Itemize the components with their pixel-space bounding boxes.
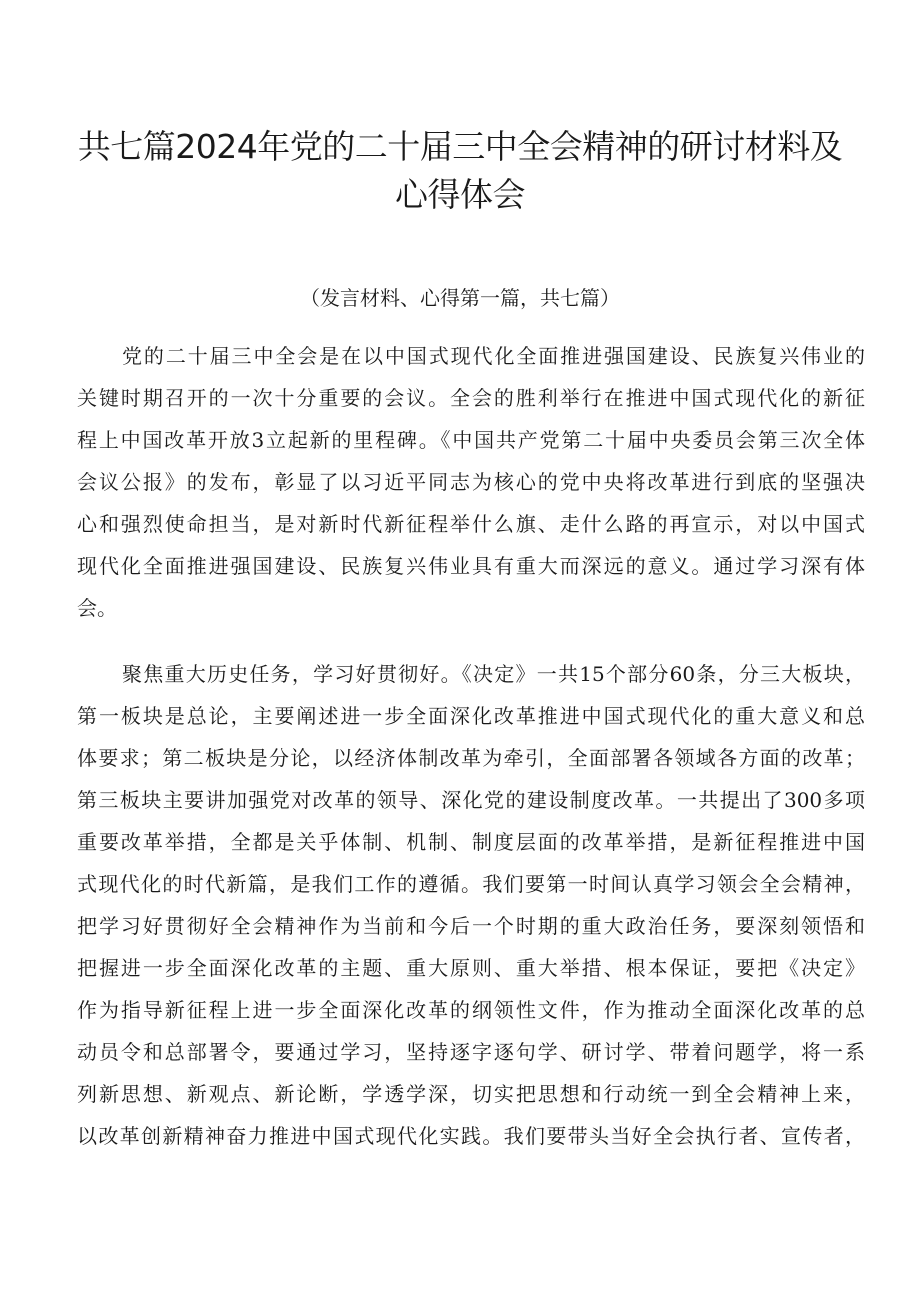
- document-title-line-1: 共七篇2024年党的二十届三中全会精神的研讨材料及: [77, 127, 843, 166]
- paragraph-line: 第三板块主要讲加强党对改革的领导、深化党的建设制度改革。一共提出了300多项: [77, 788, 865, 812]
- paragraph-line: 心和强烈使命担当，是对新时代新征程举什么旗、走什么路的再宣示，对以中国式: [77, 512, 865, 536]
- paragraph-line: 重要改革举措，全都是关乎体制、机制、制度层面的改革举措，是新征程推进中国: [77, 830, 865, 854]
- paragraph-line: 会议公报》的发布，彰显了以习近平同志为核心的党中央将改革进行到底的坚强决: [77, 470, 865, 494]
- paragraph-line: 现代化全面推进强国建设、民族复兴伟业具有重大而深远的意义。通过学习深有体: [77, 554, 865, 578]
- paragraph-line: 关键时期召开的一次十分重要的会议。全会的胜利举行在推进中国式现代化的新征: [77, 386, 865, 410]
- paragraph-line: 会。: [77, 596, 117, 620]
- paragraph-line: 程上中国改革开放3立起新的里程碑。《中国共产党第二十届中央委员会第三次全体: [77, 428, 865, 452]
- paragraph-line: 党的二十届三中全会是在以中国式现代化全面推进强国建设、民族复兴伟业的: [122, 344, 865, 368]
- paragraph-line: 动员令和总部署令，要通过学习，坚持逐字逐句学、研讨学、带着问题学，将一系: [77, 1040, 865, 1064]
- document-subtitle: （发言材料、心得第一篇，共七篇）: [300, 286, 620, 310]
- paragraph-line: 作为指导新征程上进一步全面深化改革的纲领性文件，作为推动全面深化改革的总: [77, 998, 865, 1022]
- paragraph-line: 聚焦重大历史任务，学习好贯彻好。《决定》一共15个部分60条，分三大板块，: [122, 662, 865, 686]
- paragraph-line: 式现代化的时代新篇，是我们工作的遵循。我们要第一时间认真学习领会全会精神，: [77, 872, 865, 896]
- paragraph-line: 把学习好贯彻好全会精神作为当前和今后一个时期的重大政治任务，要深刻领悟和: [77, 914, 865, 938]
- paragraph-line: 第一板块是总论，主要阐述进一步全面深化改革推进中国式现代化的重大意义和总: [77, 704, 865, 728]
- document-title-line-2: 心得体会: [395, 175, 525, 214]
- paragraph-line: 把握进一步全面深化改革的主题、重大原则、重大举措、根本保证，要把《决定》: [77, 956, 865, 980]
- paragraph-line: 列新思想、新观点、新论断，学透学深，切实把思想和行动统一到全会精神上来，: [77, 1082, 865, 1106]
- paragraph-line: 体要求；第二板块是分论，以经济体制改革为牵引，全面部署各领域各方面的改革；: [77, 746, 865, 770]
- paragraph-line: 以改革创新精神奋力推进中国式现代化实践。我们要带头当好全会执行者、宣传者，: [77, 1124, 865, 1148]
